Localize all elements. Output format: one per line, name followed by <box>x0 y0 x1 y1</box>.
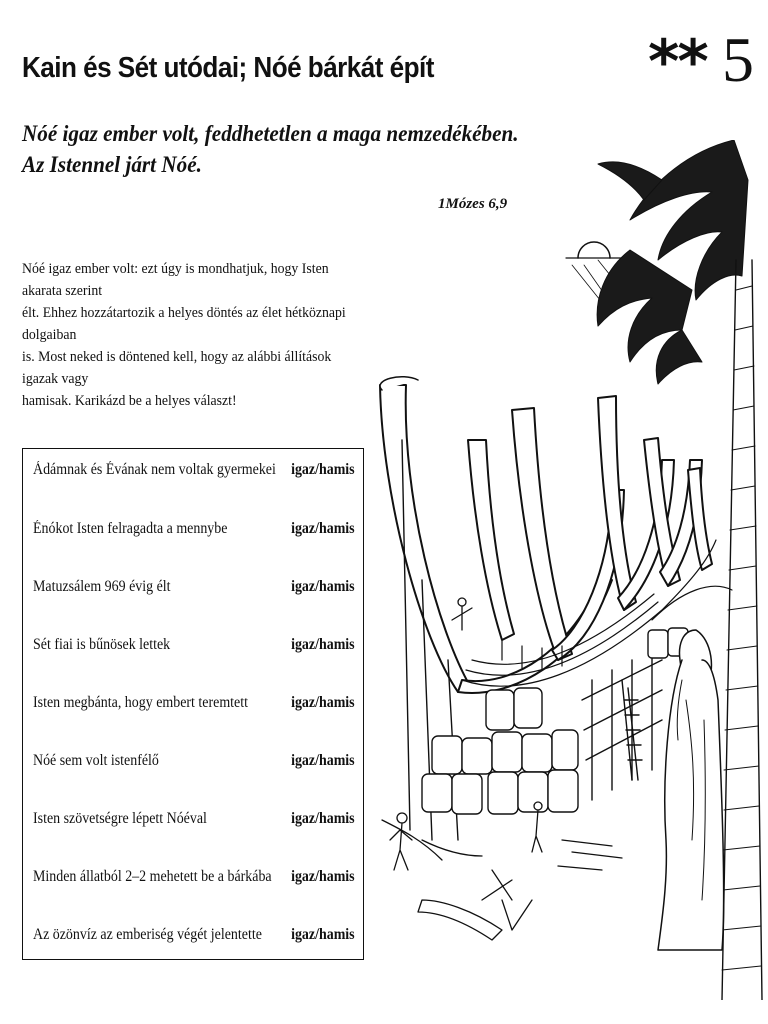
instructions-line: élt. Ehhez hozzátartozik a helyes döntés az élet hétköznapi dolgaiban <box>22 305 346 343</box>
quiz-statement: Isten megbánta, hogy embert teremtett <box>33 694 248 711</box>
difficulty-stars: ** <box>648 27 707 97</box>
quiz-row <box>23 635 363 655</box>
verse-reference: 1Mózes 6,9 <box>438 196 508 212</box>
quiz-row <box>23 925 363 945</box>
hill <box>652 586 732 620</box>
quiz-statement: Isten szövetségre lépett Nóéval <box>33 810 207 827</box>
true-false-choice[interactable]: igaz/hamis <box>291 578 355 595</box>
true-false-quiz-box <box>22 448 364 960</box>
true-false-choice[interactable]: igaz/hamis <box>291 752 355 769</box>
instructions-line: is. Most neked is döntened kell, hogy az alábbi állítások igazak vagy <box>22 349 332 387</box>
quiz-row <box>23 519 363 539</box>
true-false-choice[interactable]: igaz/hamis <box>291 520 355 537</box>
quiz-statement: Ádámnak és Évának nem voltak gyermekei <box>33 461 276 478</box>
quiz-statement: Az özönvíz az emberiség végét jelentette <box>33 926 262 943</box>
quiz-row <box>23 577 363 597</box>
quiz-statement: Nóé sem volt istenfélő <box>33 752 159 769</box>
instructions-line: hamisak. Karikázd be a helyes választ! <box>22 393 237 409</box>
page-title: Kain és Sét utódai; Nóé bárkát épít <box>22 52 434 84</box>
lesson-number: 5 <box>722 24 754 95</box>
true-false-choice[interactable]: igaz/hamis <box>291 636 355 653</box>
quiz-row <box>23 693 363 713</box>
quiz-row <box>23 751 363 771</box>
quiz-statement: Énókot Isten felragadta a mennybe <box>33 520 228 537</box>
ark-construction-illustration <box>362 140 768 1000</box>
true-false-choice[interactable]: igaz/hamis <box>291 461 355 478</box>
quiz-row <box>23 867 363 887</box>
palm-trunk <box>722 260 762 1000</box>
noah-figure <box>658 630 724 950</box>
true-false-choice[interactable]: igaz/hamis <box>291 810 355 827</box>
true-false-choice[interactable]: igaz/hamis <box>291 868 355 885</box>
palm-fronds <box>597 140 748 384</box>
instructions-line: Nóé igaz ember volt: ezt úgy is mondhatjuk, hogy Isten akarata szerint <box>22 261 329 299</box>
true-false-choice[interactable]: igaz/hamis <box>291 694 355 711</box>
instructions-paragraph <box>22 258 364 412</box>
true-false-choice[interactable]: igaz/hamis <box>291 926 355 943</box>
quiz-statement: Sét fiai is bűnösek lettek <box>33 636 171 653</box>
quiz-row <box>23 809 363 829</box>
quiz-statement: Matuzsálem 969 évig élt <box>33 578 171 595</box>
verse-line: Nóé igaz ember volt, feddhetetlen a maga nemzedékében. <box>22 121 519 146</box>
verse-line: Az Istennel járt Nóé. <box>22 152 202 177</box>
quiz-row <box>23 460 363 480</box>
quiz-statement: Minden állatból 2–2 mehetett be a bárkába <box>33 868 272 885</box>
